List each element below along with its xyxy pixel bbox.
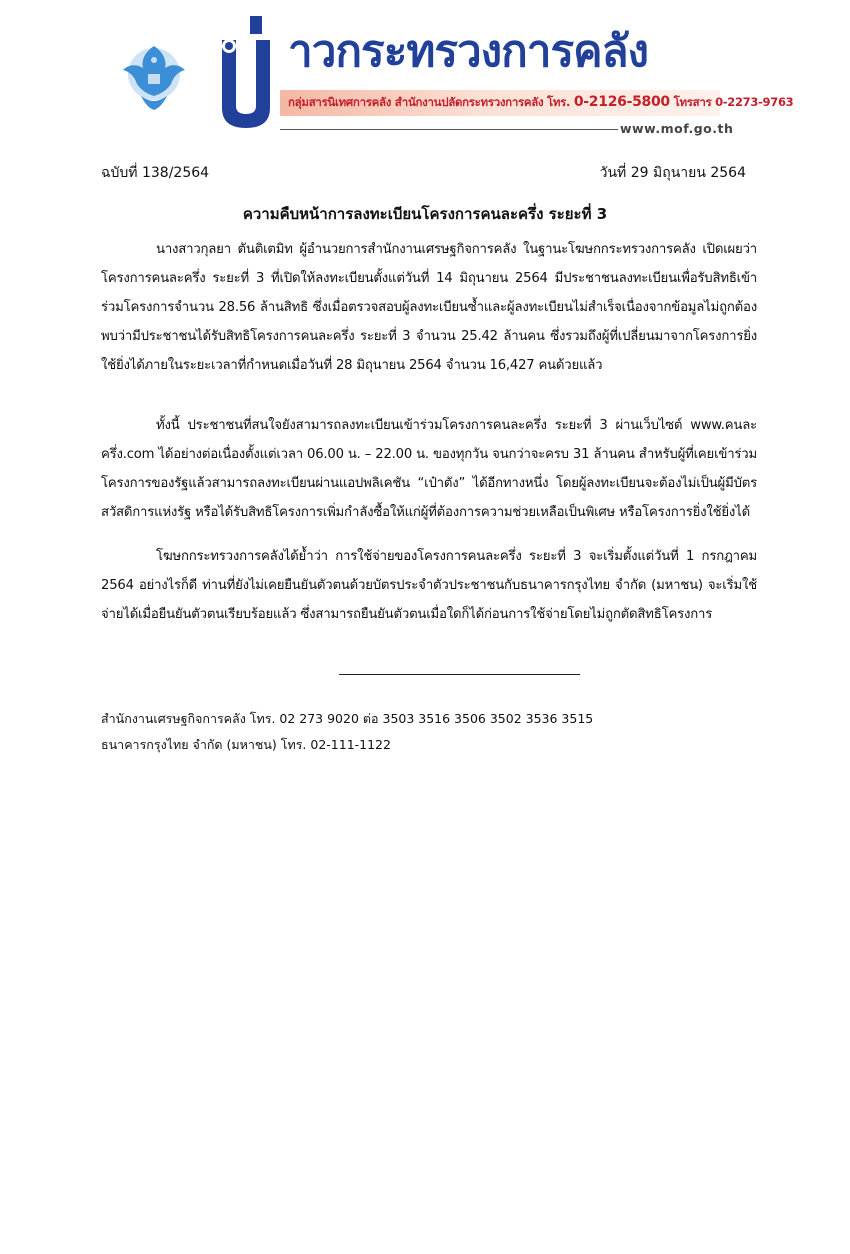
contact-fiscal-office: สำนักงานเศรษฐกิจการคลัง โทร. 02 273 9020 ต่อ 3503 3516 3506 3502 3536 3515 xyxy=(101,711,594,726)
contact-fax-label: โทรสาร xyxy=(673,95,712,109)
issue-number: ฉบับที่ 138/2564 xyxy=(101,165,210,181)
contact-fax: 0-2273-9763 xyxy=(715,95,794,109)
website-link[interactable]: www.mof.go.th xyxy=(620,121,734,136)
document-title: ความคืบหน้าการลงทะเบียนโครงการคนละครึ่ง ระยะที่ 3 xyxy=(242,205,608,223)
letterhead xyxy=(110,10,794,142)
issue-date: วันที่ 29 มิถุนายน 2564 xyxy=(599,165,746,181)
body-paragraph-1: นางสาวกุลยา ตันติเตมิท ผู้อำนวยการสำนักงานเศรษฐกิจการคลัง ในฐานะโฆษกกระทรวงการคลัง เปิดเผยว่า โครงการคนละครึ่ง ระยะที่ 3 ที่เปิดให้ลงทะเบียนตั้งแต่วันที่ 14 มิถุนายน 2564 มีประชาชนลงทะเบียนเพื่อรับสิทธิเข้าร่วมโครงการจำนวน 28.56 ล้านสิทธิ ซึ่งเมื่อตรวจสอบผู้ลงทะเบียนซ้ำและผู้ลงทะเบียนไม่สำเร็จเนื่องจากข้อมูลไม่ถูกต้อง พบว่ามีประชาชนได้รับสิทธิโครงการคนละครึ่ง ระยะที่ 3 จำนวน 25.42 ล้านคน ซึ่งรวมถึงผู้ที่เปลี่ยนมาจากโครงการยิ่งใช้ยิ่งได้ภายในระยะเวลาที่กำหนดเมื่อวันที่ 28 มิถุนายน 2564 จำนวน 16,427 คนด้วยแล้ว xyxy=(101,242,757,373)
contact-krungthai-bank: ธนาคารกรุงไทย จำกัด (มหาชน) โทร. 02-111-1122 xyxy=(101,737,391,752)
contact-list xyxy=(101,706,593,758)
body-paragraph-3: โฆษกกระทรวงการคลังได้ย้ำว่า การใช้จ่ายของโครงการคนละครึ่ง ระยะที่ 3 จะเริ่มตั้งแต่วันที่ 1 กรกฎาคม 2564 อย่างไรก็ดี ท่านที่ยังไม่เคยยืนยันตัวตนด้วยบัตรประจำตัวประชาชนกับธนาคารกรุงไทย จำกัด (มหาชน) จะเริ่มใช้จ่ายได้เมื่อยืนยันตัวตนเรียบร้อยแล้ว ซึ่งสามารถยืนยันตัวตนเมื่อใดก็ได้ก่อนการใช้จ่ายโดยไม่ถูกตัดสิทธิโครงการ xyxy=(101,549,757,622)
contact-phone: 0-2126-5800 xyxy=(573,94,670,110)
garuda-emblem-icon xyxy=(115,38,193,116)
contact-line-prefix: กลุ่มสารนิเทศการคลัง สำนักงานปลัดกระทรวงการคลัง โทร. xyxy=(288,95,571,109)
masthead-initial-glyph xyxy=(210,10,280,130)
contact-line xyxy=(288,94,793,112)
body-paragraph-2: ทั้งนี้ ประชาชนที่สนใจยังสามารถลงทะเบียนเข้าร่วมโครงการคนละครึ่ง ระยะที่ 3 ผ่านเว็บไซต์ www.คนละครึ่ง.com ได้อย่างต่อเนื่องตั้งแต่เวลา 06.00 น. – 22.00 น. ของทุกวัน จนกว่าจะครบ 31 ล้านคน สำหรับผู้ที่เคยเข้าร่วมโครงการของรัฐแล้วสามารถลงทะเบียนผ่านแอปพลิเคชัน “เป๋าตัง” ได้อีกทางหนึ่ง โดยผู้ลงทะเบียนจะต้องไม่เป็นผู้มีบัตรสวัสดิการแห่งรัฐ หรือได้รับสิทธิโครงการเพิ่มกำลังซื้อให้แก่ผู้ที่ต้องการความช่วยเหลือเป็นพิเศษ หรือโครงการยิ่งใช้ยิ่งได้ xyxy=(101,418,757,520)
header-rule xyxy=(280,129,618,130)
section-divider xyxy=(339,674,580,675)
masthead-title: าวกระทรวงการคลัง xyxy=(288,26,649,77)
